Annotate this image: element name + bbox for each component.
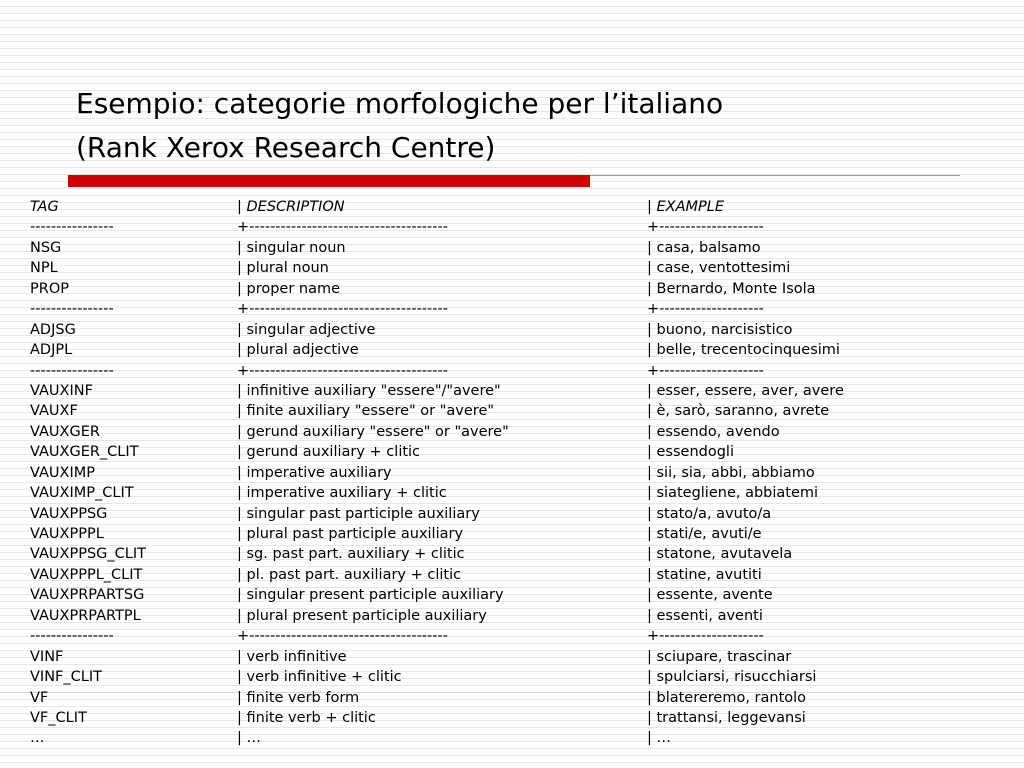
table-row: [30, 442, 977, 462]
tag-cell: ----------------: [30, 628, 114, 645]
table-row: [30, 320, 977, 340]
table-row: [30, 483, 977, 503]
description-cell: +--------------------------------------: [237, 362, 448, 379]
example-cell: +--------------------: [647, 219, 764, 236]
title-divider-line: [590, 175, 960, 176]
table-row: [30, 524, 977, 544]
table-row: [30, 422, 977, 442]
table-row: [30, 217, 977, 237]
tag-cell: VINF_CLIT: [30, 669, 102, 686]
example-cell: +--------------------: [647, 301, 764, 318]
tag-table: [30, 197, 977, 749]
table-header-row: [30, 197, 977, 217]
tag-cell: VAUXPPPL: [30, 526, 104, 542]
table-row: [30, 647, 977, 667]
tag-cell: …: [30, 730, 45, 747]
description-cell: | proper name: [237, 280, 341, 297]
example-cell: | siategliene, abbiatemi: [647, 485, 819, 502]
example-cell: | essente, avente: [647, 587, 773, 604]
tag-cell: VF_CLIT: [30, 709, 87, 726]
table-row: [30, 381, 977, 401]
tag-cell: NPL: [30, 260, 58, 277]
tag-cell: ----------------: [30, 301, 114, 318]
description-cell: | infinitive auxiliary "essere"/"avere": [237, 382, 501, 399]
table-row: [30, 708, 977, 728]
description-cell: | gerund auxiliary "essere" or "avere": [237, 423, 509, 440]
tag-cell: ----------------: [30, 362, 114, 379]
tag-cell: VAUXPPPL_CLIT: [30, 566, 143, 583]
table-row: [30, 585, 977, 605]
table-row: [30, 401, 977, 421]
tag-cell: PROP: [30, 280, 69, 297]
table-row: [30, 728, 977, 748]
example-cell: | sciupare, trascinar: [647, 648, 792, 665]
tag-cell: ----------------: [30, 219, 114, 236]
table-row: [30, 361, 977, 381]
description-cell: | plural noun: [237, 260, 329, 277]
example-cell: | spulciarsi, risucchiarsi: [647, 669, 817, 686]
example-cell: | belle, trecentocinquesimi: [647, 342, 840, 359]
description-cell: | plural past participle auxiliary: [237, 526, 464, 542]
example-cell: | stato/a, avuto/a: [647, 505, 772, 522]
example-cell: | case, ventottesimi: [647, 260, 791, 277]
tag-cell: VAUXGER_CLIT: [30, 444, 139, 461]
example-cell: | sii, sia, abbi, abbiamo: [647, 464, 815, 481]
column-separator: |: [647, 199, 657, 215]
description-cell: | …: [237, 730, 261, 747]
table-row: [30, 606, 977, 626]
description-cell: | imperative auxiliary + clitic: [237, 485, 447, 502]
column-header-tag: TAG: [30, 199, 59, 215]
description-cell: | plural adjective: [237, 342, 359, 359]
title-accent-rule: [68, 175, 590, 187]
description-cell: | verb infinitive + clitic: [237, 669, 402, 686]
table-row: [30, 340, 977, 360]
description-cell: | verb infinitive: [237, 648, 347, 665]
table-row: [30, 238, 977, 258]
description-cell: +--------------------------------------: [237, 301, 448, 318]
example-cell: | casa, balsamo: [647, 239, 761, 256]
tag-cell: NSG: [30, 239, 62, 256]
column-header-description-cell: [237, 197, 647, 217]
description-cell: | finite auxiliary "essere" or "avere": [237, 403, 495, 420]
example-cell: | è, sarò, saranno, avrete: [647, 403, 830, 420]
tag-cell: VINF: [30, 648, 64, 665]
table-row: [30, 279, 977, 299]
description-cell: | singular adjective: [237, 321, 376, 338]
column-header-description: DESCRIPTION: [246, 199, 345, 215]
example-cell: | essendo, avendo: [647, 423, 780, 440]
tag-cell: VAUXINF: [30, 382, 93, 399]
table-row: [30, 463, 977, 483]
tag-cell: ADJPL: [30, 342, 73, 359]
tag-cell: VAUXPPSG_CLIT: [30, 546, 146, 563]
description-cell: | finite verb + clitic: [237, 709, 376, 726]
table-row: [30, 258, 977, 278]
example-cell: | buono, narcisistico: [647, 321, 793, 338]
column-header-example: EXAMPLE: [656, 199, 725, 215]
tag-cell: VAUXIMP_CLIT: [30, 485, 134, 502]
description-cell: | plural present participle auxiliary: [237, 607, 487, 624]
table-row: [30, 688, 977, 708]
tag-cell: VF: [30, 689, 49, 706]
slide-title-line-1: Esempio: categorie morfologiche per l’italiano: [76, 87, 724, 120]
column-header-example-cell: [647, 197, 977, 217]
example-cell: | Bernardo, Monte Isola: [647, 280, 816, 297]
description-cell: | finite verb form: [237, 689, 360, 706]
description-cell: | gerund auxiliary + clitic: [237, 444, 421, 461]
tag-cell: VAUXGER: [30, 423, 100, 440]
example-cell: | blatereremo, rantolo: [647, 689, 807, 706]
example-cell: +--------------------: [647, 362, 764, 379]
table-row: [30, 667, 977, 687]
example-cell: | trattansi, leggevansi: [647, 709, 806, 726]
example-cell: | essenti, aventi: [647, 607, 763, 624]
example-cell: | essendogli: [647, 444, 734, 461]
slide-title: [76, 82, 723, 170]
table-row: [30, 626, 977, 646]
table-row: [30, 565, 977, 585]
tag-cell: VAUXPPSG: [30, 505, 108, 522]
table-row: [30, 504, 977, 524]
description-cell: | singular present participle auxiliary: [237, 587, 504, 604]
column-separator: |: [237, 199, 247, 215]
tag-cell: ADJSG: [30, 321, 76, 338]
description-cell: +--------------------------------------: [237, 628, 448, 645]
tag-cell: VAUXIMP: [30, 464, 95, 481]
description-cell: +--------------------------------------: [237, 219, 448, 236]
slide-title-line-2: (Rank Xerox Research Centre): [76, 131, 496, 164]
example-cell: +--------------------: [647, 628, 764, 645]
tag-cell: VAUXPRPARTPL: [30, 607, 141, 624]
example-cell: | statone, avutavela: [647, 546, 793, 563]
description-cell: | singular past participle auxiliary: [237, 505, 480, 522]
description-cell: | pl. past part. auxiliary + clitic: [237, 566, 462, 583]
tag-cell: VAUXF: [30, 403, 78, 420]
example-cell: | …: [647, 730, 671, 747]
example-cell: | stati/e, avuti/e: [647, 526, 762, 542]
description-cell: | singular noun: [237, 239, 346, 256]
tag-cell: VAUXPRPARTSG: [30, 587, 145, 604]
table-row: [30, 299, 977, 319]
table-row: [30, 544, 977, 564]
description-cell: | sg. past part. auxiliary + clitic: [237, 546, 465, 563]
example-cell: | statine, avutiti: [647, 566, 762, 583]
example-cell: | esser, essere, aver, avere: [647, 382, 844, 399]
description-cell: | imperative auxiliary: [237, 464, 392, 481]
